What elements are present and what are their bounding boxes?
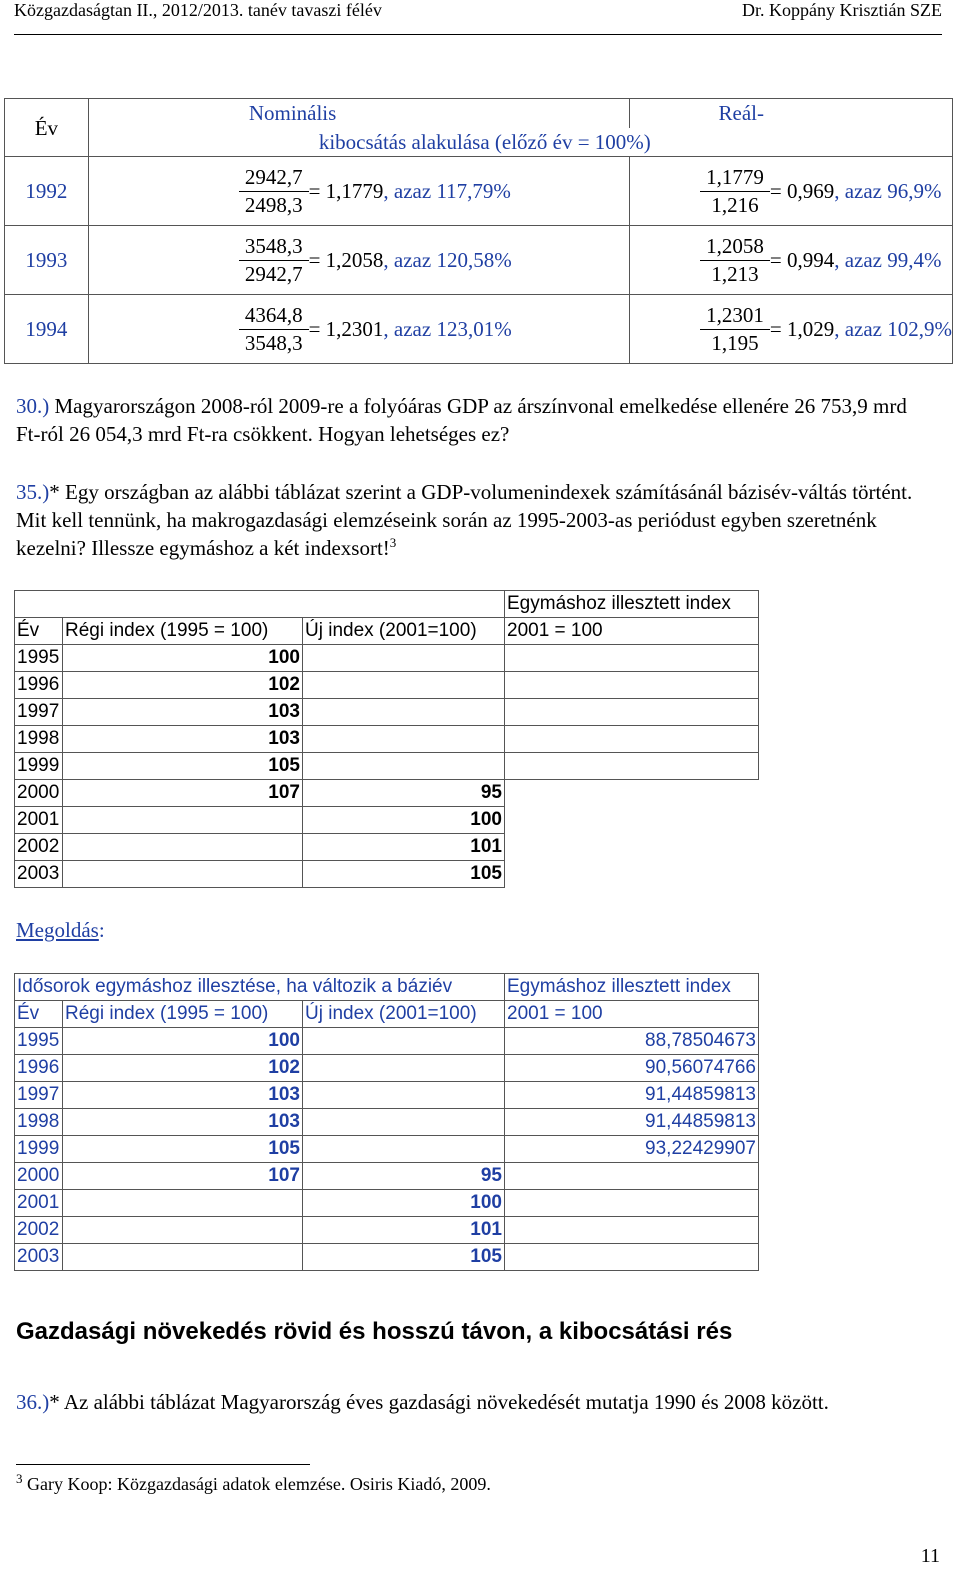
year-1993: 1993 (5, 226, 89, 295)
table-row: 2001 100 (15, 1190, 759, 1217)
header-course-title: Közgazdaságtan II., 2012/2013. tanév tavaszi félév (14, 0, 382, 20)
table-row: 1998 103 91,44859813 (15, 1109, 759, 1136)
table-row: 1997 103 (15, 699, 759, 726)
question-30-text: Magyarországon 2008-ról 2009-re a folyóáras GDP az árszínvonal emelkedése ellenére 26 753,9 mrd Ft-ról 26 054,3 mrd Ft-ra csökkent. Hogyan lehetséges ez? (16, 394, 907, 446)
footnote-separator (16, 1464, 310, 1465)
table-row: 2003 105 (15, 1244, 759, 1271)
footnote-text: Gary Koop: Közgazdasági adatok elemzése. Osiris Kiadó, 2009. (22, 1474, 491, 1494)
index-table-solution (14, 973, 759, 1271)
year-1992: 1992 (5, 157, 89, 226)
column-header-base-2001: 2001 = 100 (505, 1001, 759, 1028)
question-35-text: * Egy országban az alábbi táblázat szerint a GDP-volumenindexek számításánál bázisév-váltás történt. Mit kell tennünk, ha makrogazdasági elemzéseink során az 1995-2003-as periódust egyben szeretnénk kezelni? Illessze egymáshoz a két indexsort! (16, 480, 913, 560)
question-30-number: 30.) (16, 394, 50, 418)
question-35 (16, 478, 930, 562)
solution-table-title: Idősorok egymáshoz illesztése, ha változik a báziév (15, 974, 505, 1001)
column-header-new-index: Új index (2001=100) (303, 618, 505, 645)
table-row: 1996 102 (15, 672, 759, 699)
page-header (14, 0, 942, 35)
merged-index-header: Egymáshoz illesztett index (505, 591, 759, 618)
page-number: 11 (920, 1545, 940, 1567)
table-row: 1997 103 91,44859813 (15, 1082, 759, 1109)
table-row: 2000 107 95 (15, 1163, 759, 1190)
growth-calculation-table (4, 98, 953, 364)
question-36-text: * Az alábbi táblázat Magyarország éves gazdasági növekedését mutatja 1990 és 2008 között. (49, 1390, 829, 1414)
column-header-base-2001: 2001 = 100 (505, 618, 759, 645)
nominal-calc-1994: $\frac{4364,8}{3548,3}$ = 1,2301, azaz 123,01% (88, 295, 629, 364)
table-row: 2003 105 (15, 861, 759, 888)
column-header-old-index: Régi index (1995 = 100) (63, 618, 303, 645)
footnote-mark: 3 (16, 1471, 23, 1486)
table-row: 2000 107 95 (15, 780, 759, 807)
real-calc-1994: $\frac{1,2301}{1,195}$ = 1,029, azaz 102,9% (630, 295, 953, 364)
table-row: 2002 101 (15, 1217, 759, 1244)
solution-label: Megoldás: (16, 918, 105, 942)
column-header-new-index: Új index (2001=100) (303, 1001, 505, 1028)
column-header-year: Év (15, 618, 63, 645)
footnote-ref: 3 (389, 535, 397, 550)
table-row: 2002 101 (15, 834, 759, 861)
year-header: Év (5, 99, 89, 157)
header-author: Dr. Koppány Krisztián SZE (742, 0, 942, 20)
table-row: 1999 105 93,22429907 (15, 1136, 759, 1163)
year-1994: 1994 (5, 295, 89, 364)
index-table-question (14, 590, 759, 888)
column-header-old-index: Régi index (1995 = 100) (63, 1001, 303, 1028)
table-row: 1996 102 90,56074766 (15, 1055, 759, 1082)
real-calc-1993: $\frac{1,2058}{1,213}$ = 0,994, azaz 99,4% (630, 226, 953, 295)
table-row: 1998 103 (15, 726, 759, 753)
column-header-year: Év (15, 1001, 63, 1028)
nominal-calc-1992: $\frac{2942,7}{2498,3}$ = 1,1779, azaz 117,79% (88, 157, 629, 226)
nominal-header: Nominális (88, 99, 629, 128)
table-row: 1999 105 (15, 753, 759, 780)
footnote (16, 1471, 491, 1495)
merged-index-header: Egymáshoz illesztett index (505, 974, 759, 1001)
table-row: 2001 100 (15, 807, 759, 834)
question-36 (16, 1388, 930, 1416)
table-row: 1995 100 (15, 645, 759, 672)
real-header: Reál- (630, 99, 953, 128)
table-row: 1995 100 88,78504673 (15, 1028, 759, 1055)
table-subheader: kibocsátás alakulása (előző év = 100%) (88, 128, 952, 157)
question-30 (16, 392, 930, 448)
question-35-number: 35.) (16, 480, 50, 504)
question-36-number: 36.) (16, 1390, 50, 1414)
nominal-calc-1993: $\frac{3548,3}{2942,7}$ = 1,2058, azaz 120,58% (88, 226, 629, 295)
real-calc-1992: $\frac{1,1779}{1,216}$ = 0,969, azaz 96,9% (630, 157, 953, 226)
section-title: Gazdasági növekedés rövid és hosszú távon, a kibocsátási rés (16, 1318, 733, 1345)
